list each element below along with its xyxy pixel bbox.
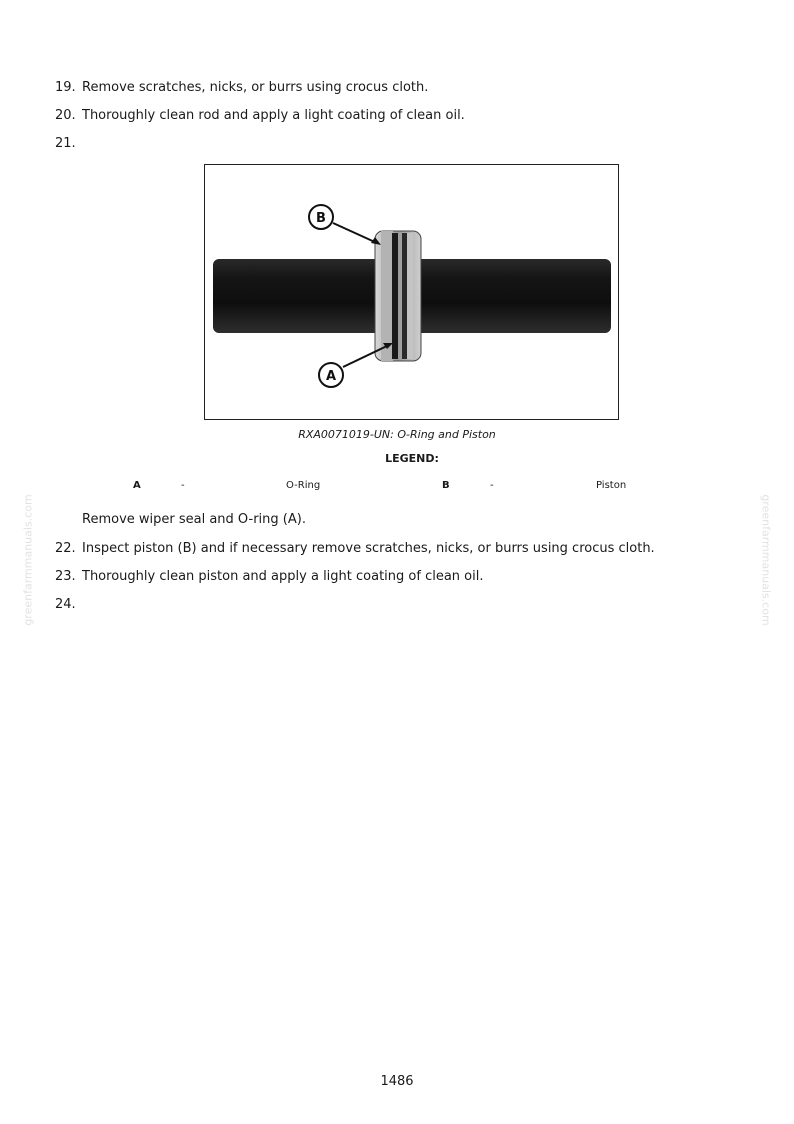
piston-rod-illustration bbox=[205, 165, 618, 419]
step-text: Remove scratches, nicks, or burrs using crocus cloth. bbox=[82, 80, 429, 95]
legend-label-a: O-Ring bbox=[286, 480, 321, 491]
legend-key-b: B bbox=[442, 480, 450, 491]
legend-key-a: A bbox=[133, 480, 141, 491]
step-number: 24. bbox=[55, 597, 76, 612]
callout-b-label: B bbox=[316, 211, 326, 226]
step-number: 20. bbox=[55, 108, 76, 123]
step-text: Thoroughly clean rod and apply a light coating of clean oil. bbox=[82, 108, 465, 123]
watermark-left: greenfarmmanuals.com bbox=[21, 494, 35, 626]
step-number: 22. bbox=[55, 541, 76, 556]
figure-caption: RXA0071019-UN: O-Ring and Piston bbox=[298, 428, 496, 441]
step-number: 21. bbox=[55, 136, 76, 151]
legend-title: LEGEND: bbox=[385, 452, 439, 465]
step-text: Thoroughly clean piston and apply a light coating of clean oil. bbox=[82, 569, 484, 584]
step-text: Inspect piston (B) and if necessary remove scratches, nicks, or burrs using crocus cloth. bbox=[82, 541, 655, 556]
figure-o-ring-piston bbox=[204, 164, 619, 420]
step-number: 19. bbox=[55, 80, 76, 95]
o-ring bbox=[392, 233, 398, 359]
page-number: 1486 bbox=[380, 1074, 414, 1089]
step-number: 23. bbox=[55, 569, 76, 584]
callout-b bbox=[309, 205, 381, 245]
instruction-paragraph: Remove wiper seal and O-ring (A). bbox=[82, 512, 306, 527]
legend-sep-b: - bbox=[490, 480, 494, 491]
legend-sep-a: - bbox=[181, 480, 185, 491]
legend-label-b: Piston bbox=[596, 480, 627, 491]
watermark-right: greenfarmmanuals.com bbox=[759, 494, 773, 626]
piston bbox=[375, 231, 421, 361]
callout-a-label: A bbox=[325, 369, 337, 384]
